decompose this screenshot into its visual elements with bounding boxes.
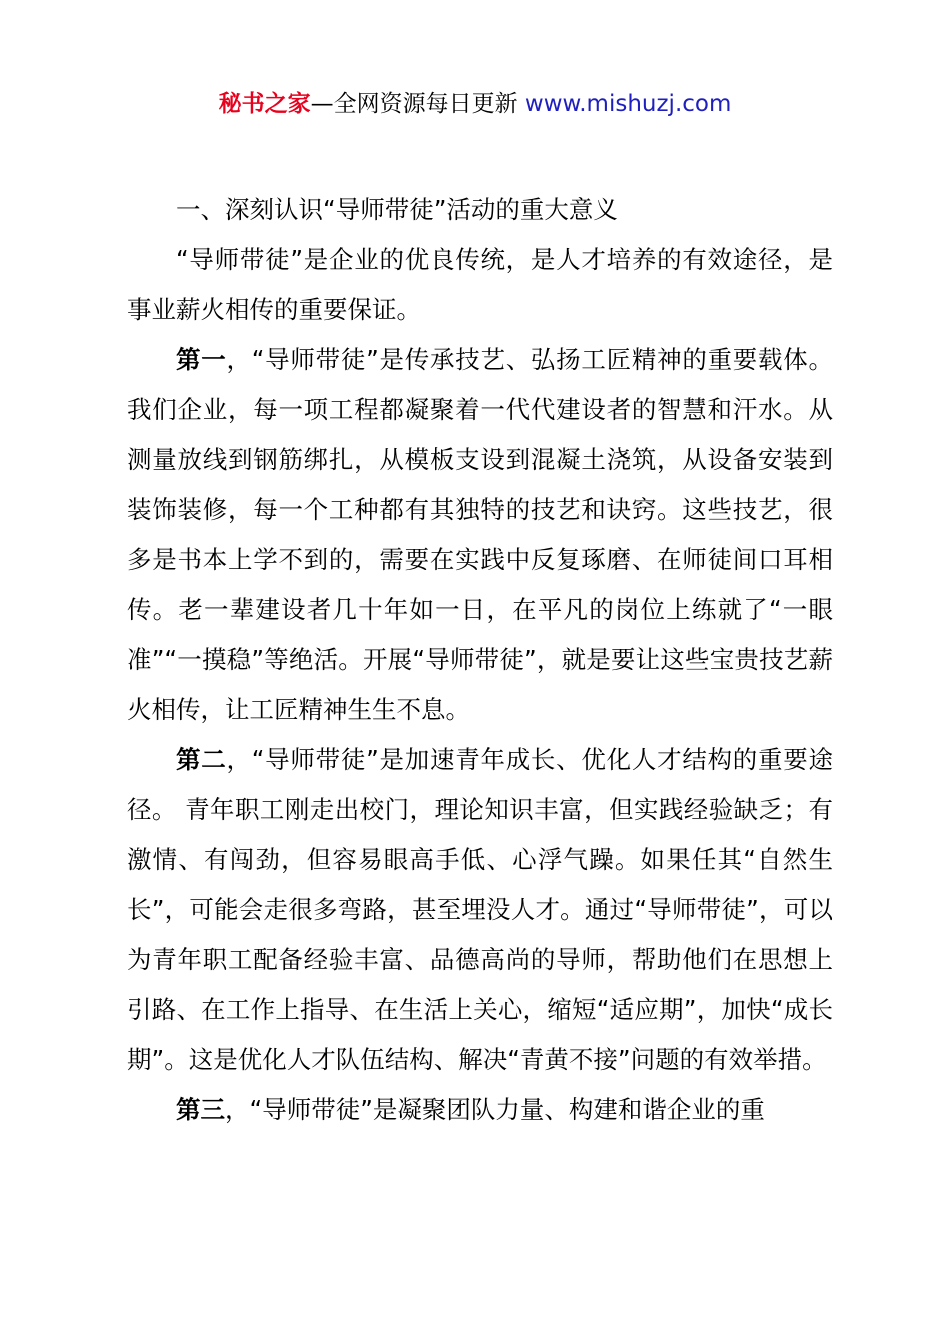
- paragraph-lead: 第二: [176, 745, 227, 774]
- paragraph-text: ，“导师带徒”是加速青年成长、优化人才结构的重要途径。 青年职工刚走出校门，理论知识丰富，但实践经验缺乏；有激情、有闯劲，但容易眼高手低、心浮气躁。如果任其“自然生长”，可能会走很多弯路，甚至埋没人才。通过“导师带徒”，可以为青年职工配备经验丰富、品德高尚的导师，帮助他们在思想上引路、在工作上指导、在生活上关心，缩短“适应期”，加快“成长期”。这是优化人才队伍结构、解决“青黄不接”问题的有效举措。: [127, 745, 834, 1074]
- paragraph-lead: 第三: [176, 1095, 225, 1124]
- paragraph-first: [127, 335, 833, 735]
- paragraph-lead: 第一: [176, 345, 227, 374]
- document-body: [127, 185, 833, 1135]
- site-header: [0, 86, 950, 122]
- intro-paragraph: “导师带徒”是企业的优良传统，是人才培养的有效途径，是事业薪火相传的重要保证。: [127, 245, 833, 324]
- paragraph-text: ，“导师带徒”是传承技艺、弘扬工匠精神的重要载体。 我们企业，每一项工程都凝聚着一代代建设者的智慧和汗水。从测量放线到钢筋绑扎，从模板支设到混凝土浇筑，从设备安装到装饰装修，每一个工种都有其独特的技艺和诀窍。这些技艺，很多是书本上学不到的，需要在实践中反复琢磨、在师徒间口耳相传。老一辈建设者几十年如一日，在平凡的岗位上练就了“一眼准”“一摸稳”等绝活。开展“导师带徒”，就是要让这些宝贵技艺薪火相传，让工匠精神生生不息。: [127, 345, 834, 724]
- brand-name: 秘书之家: [218, 91, 311, 117]
- site-url-link[interactable]: www.mishuzj.com: [517, 91, 732, 117]
- section-heading: 一、深刻认识“导师带徒”活动的重大意义: [176, 195, 618, 224]
- paragraph-second: [127, 735, 833, 1085]
- header-tagline: —全网资源每日更新: [310, 91, 518, 117]
- paragraph-third: [127, 1085, 833, 1135]
- paragraph-text: ，“导师带徒”是凝聚团队力量、构建和谐企业的重: [225, 1095, 765, 1124]
